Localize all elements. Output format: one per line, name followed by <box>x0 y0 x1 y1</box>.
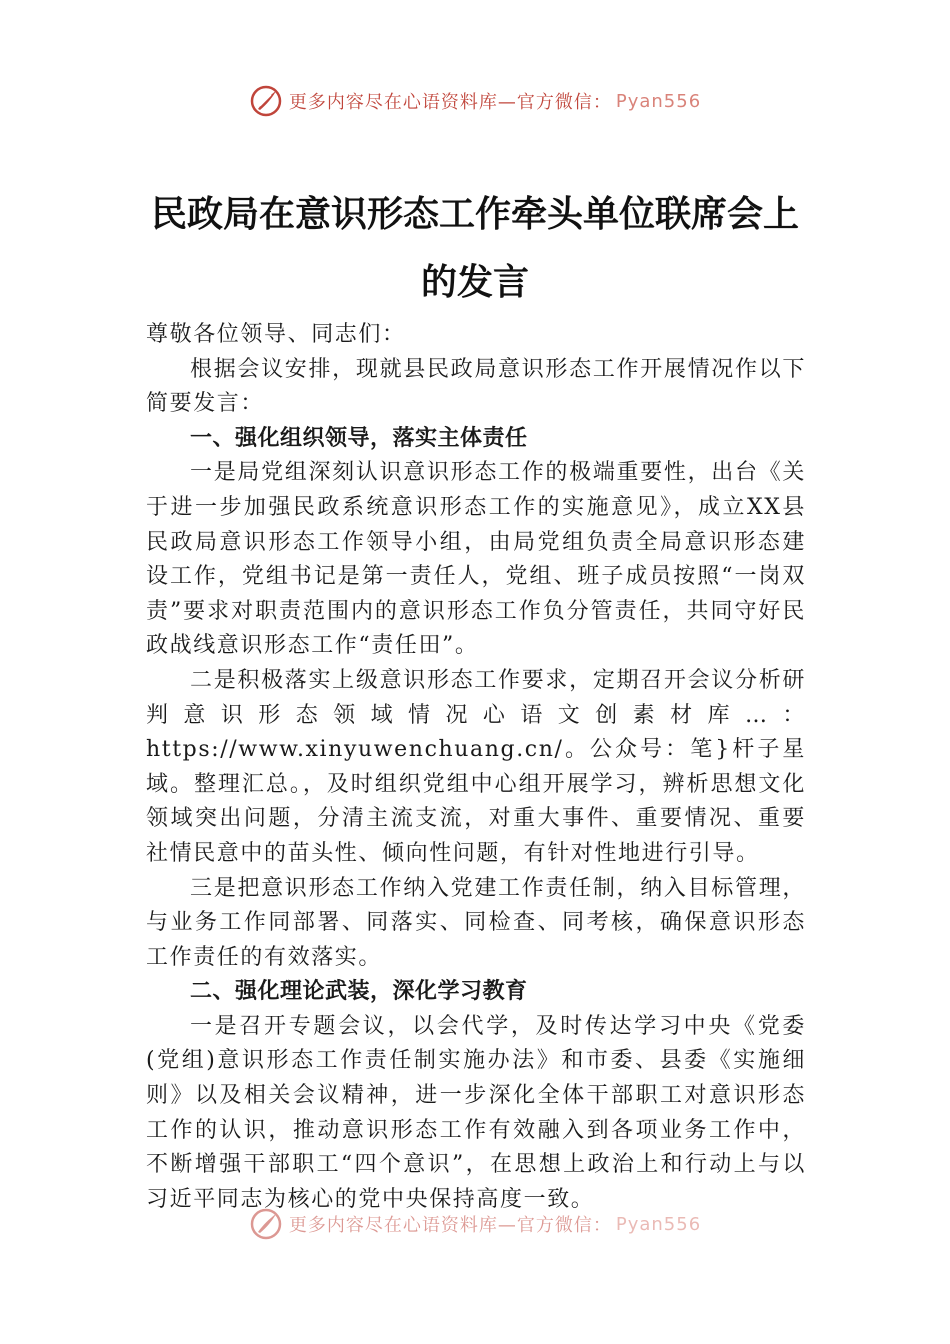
paragraph: 二是积极落实上级意识形态工作要求，定期召开会议分析研判意识形态领域情况心语文创素材库…：https://www.xinyuwenchuang.cn/。公众号：笔}杆子星域。整理汇总。，及时组织党组中心组开展学习，辨析思想文化领域突出问题，分清主流支流，对重大事件、重要情况、重要社情民意中的苗头性、倾向性问题，有针对性地进行引导。 <box>146 667 806 866</box>
watermark-footer <box>0 1207 950 1241</box>
document-body <box>146 318 806 1217</box>
feather-logo-icon <box>249 84 283 118</box>
document-title-line1: 民政局在意识形态工作牵头单位联席会上 <box>150 193 799 235</box>
section-heading-1: 一、强化组织领导，落实主体责任 <box>190 425 528 451</box>
watermark-text: 更多内容尽在心语资料库—官方微信： <box>288 1215 612 1236</box>
section-heading-2: 二、强化理论武装，深化学习教育 <box>190 979 528 1005</box>
paragraph: 一是召开专题会议，以会代学，及时传达学习中央《党委(党组)意识形态工作责任制实施办法》和市委、县委《实施细则》以及相关会议精神，进一步深化全体干部职工对意识形态工作的认识，推动意识形态工作有效融入到各项业务工作中，不断增强干部职工“四个意识”，在思想上政治上和行动上与以习近平同志为核心的党中央保持高度一致。 <box>146 1013 806 1212</box>
paragraph: 一是局党组深刻认识意识形态工作的极端重要性，出台《关于进一步加强民政系统意识形态工作的实施意见》，成立XX县民政局意识形态工作领导小组，由局党组负责全局意识形态建设工作，党组书记是第一责任人，党组、班子成员按照“一岗双责”要求对职责范围内的意识形态工作负分管责任，共同守好民政战线意识形态工作“责任田”。 <box>146 460 806 659</box>
watermark-wechat-id: Pyan556 <box>615 1213 702 1235</box>
watermark-header <box>0 84 950 118</box>
watermark-text: 更多内容尽在心语资料库—官方微信： <box>288 92 612 113</box>
feather-logo-icon <box>249 1207 283 1241</box>
salutation: 尊敬各位领导、同志们： <box>146 322 406 347</box>
paragraph-intro: 根据会议安排，现就县民政局意识形态工作开展情况作以下简要发言： <box>146 356 806 417</box>
watermark-wechat-id: Pyan556 <box>615 90 702 112</box>
paragraph: 三是把意识形态工作纳入党建工作责任制，纳入目标管理，与业务工作同部署、同落实、同检查、同考核，确保意识形态工作责任的有效落实。 <box>146 875 806 970</box>
document-title-line2: 的发言 <box>420 261 529 303</box>
